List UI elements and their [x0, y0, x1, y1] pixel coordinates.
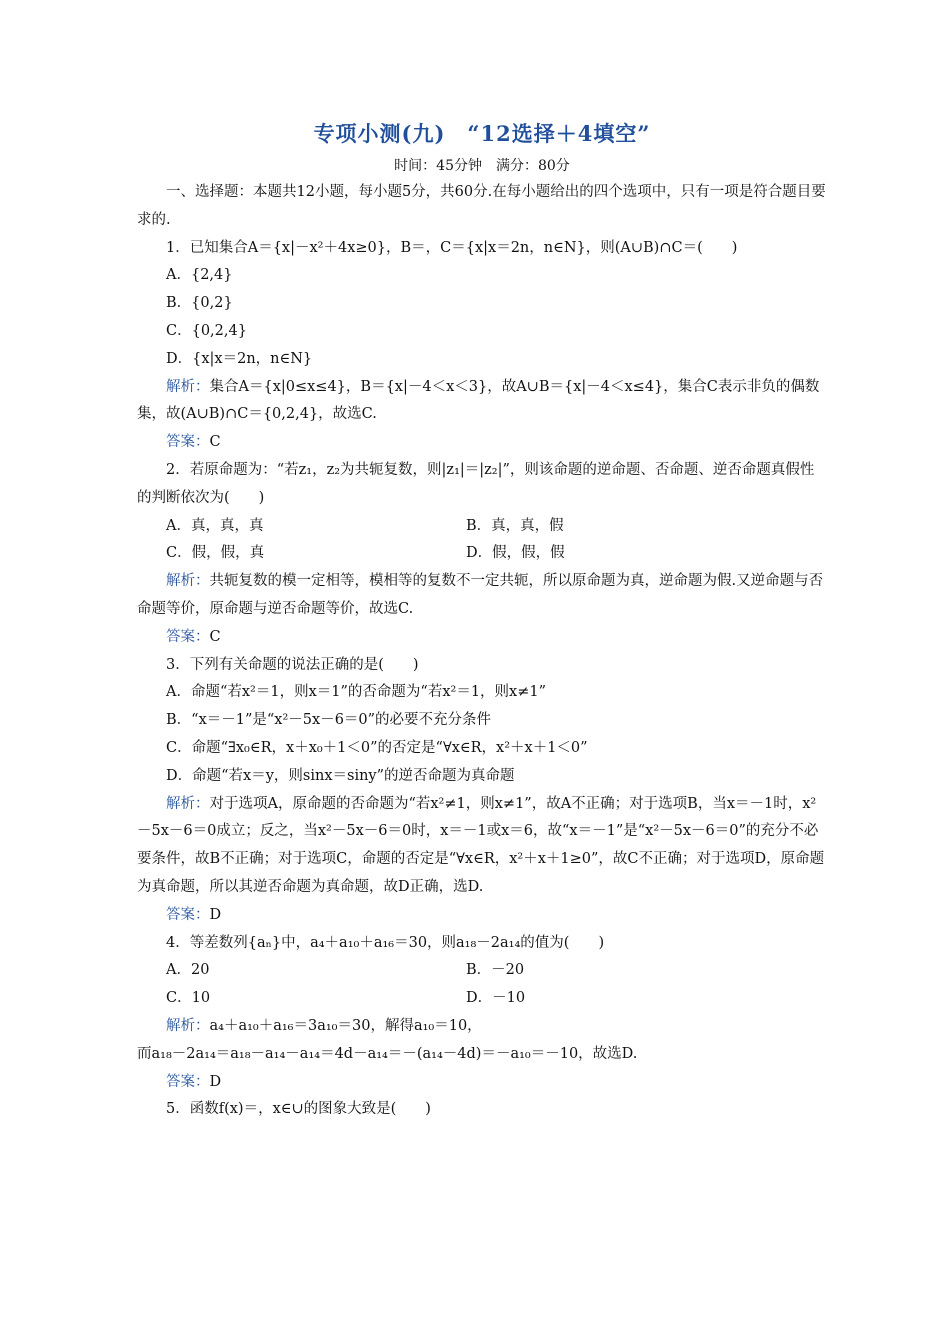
- question-2-stem: 2．若原命题为：“若z₁，z₂为共轭复数，则|z₁|＝|z₂|”，则该命题的逆命题、否命题、逆否命题真假性的判断依次为( ): [137, 461, 815, 506]
- question-1-option-c: C．{0,2,4}: [166, 322, 247, 339]
- question-5-stem: 5．函数f(x)＝，x∈∪的图象大致是( ): [166, 1101, 431, 1118]
- answer-label: 答案：: [166, 906, 210, 923]
- question-2-option-c: C．假，假，真: [166, 545, 265, 562]
- question-1-option-d: D．{x|x＝2n，n∈N}: [166, 350, 313, 367]
- question-2-options-row-1: [137, 513, 827, 541]
- question-1-option-a: A．{2,4}: [166, 267, 233, 284]
- question-1-answer: [137, 429, 827, 457]
- exam-info: 时间：45分钟 满分：80分: [394, 158, 570, 174]
- question-2-options-row-2: [137, 540, 827, 568]
- analysis-label: 解析：: [166, 795, 210, 812]
- question-4-answer: [137, 1069, 827, 1097]
- question-2-answer: [137, 624, 827, 652]
- question-2-analysis: [137, 568, 827, 624]
- question-1-analysis: [137, 374, 827, 430]
- question-3-option-c: C．命题“∃x₀∈R，x＋x₀＋1＜0”的否定是“∀x∈R，x²＋x＋1＜0”: [166, 739, 588, 756]
- page-title: 专项小测(九) “12选择＋4填空”: [313, 121, 651, 146]
- question-4-options-row-2: [137, 985, 827, 1013]
- question-3-option-a: A．命题“若x²＝1，则x＝1”的否命题为“若x²＝1，则x≠1”: [166, 684, 547, 701]
- answer-label: 答案：: [166, 628, 210, 645]
- analysis-label: 解析：: [166, 378, 210, 395]
- question-3-stem: 3．下列有关命题的说法正确的是( ): [166, 656, 419, 673]
- question-4-options-row-1: [137, 957, 827, 985]
- section-intro: 一、选择题：本题共12小题，每小题5分，共60分.在每小题给出的四个选项中，只有一项是符合题目要求的.: [137, 184, 826, 228]
- question-3-option-b: B．“x＝－1”是“x²－5x－6＝0”的必要不充分条件: [166, 712, 492, 729]
- question-2-option-d: D．假，假，假: [466, 545, 565, 562]
- question-1-answer-value: C: [209, 434, 221, 451]
- question-1-stem: 1．已知集合A＝{x|－x²＋4x≥0}，B＝，C＝{x|x＝2n，n∈N}，则(A∪B)∩C＝( ): [166, 239, 738, 256]
- question-4-option-d: D．－10: [466, 990, 526, 1007]
- question-2-option-b: B．真，真，假: [466, 517, 564, 534]
- question-3-answer-value: D: [209, 906, 222, 923]
- question-3-answer: [137, 902, 827, 930]
- question-4-analysis-text-1: a₄＋a₁₀＋a₁₆＝3a₁₀＝30，解得a₁₀＝10，: [209, 1017, 482, 1034]
- question-3-option-d: D．命题“若x＝y，则sinx＝siny”的逆否命题为真命题: [166, 767, 515, 784]
- analysis-label: 解析：: [166, 1017, 210, 1034]
- question-4-option-c: C．10: [166, 990, 211, 1007]
- question-3-analysis-text: 对于选项A，原命题的否命题为“若x²≠1，则x≠1”，故A不正确；对于选项B，当x＝－1时，x²－5x－6＝0成立；反之，当x²－5x－6＝0时，x＝－1或x＝6，故“x＝－1”是“x²－5x－6＝0”的充分不必要条件，故B不正确；对于选项C，命题的否定是“∀x∈R，x²＋x＋1≥0”，故C不正确；对于选项D，原命题为真命题，所以其逆否命题为真命题，故D正确，选D.: [137, 795, 825, 895]
- document-page: [137, 118, 827, 1124]
- question-1-option-b: B．{0,2}: [166, 295, 233, 312]
- question-1-analysis-text: 集合A＝{x|0≤x≤4}，B＝{x|－4＜x＜3}，故A∪B＝{x|－4＜x≤4}，集合C表示非负的偶数集，故(A∪B)∩C＝{0,2,4}，故选C.: [137, 378, 820, 423]
- question-2-answer-value: C: [209, 628, 221, 645]
- question-4-answer-value: D: [209, 1073, 222, 1090]
- question-3-analysis: [137, 791, 827, 902]
- question-4-option-a: A．20: [166, 962, 210, 979]
- question-4-stem: 4．等差数列{aₙ}中，a₄＋a₁₀＋a₁₆＝30，则a₁₈－2a₁₄的值为( ): [166, 934, 605, 951]
- question-2-option-a: A．真，真，真: [166, 517, 264, 534]
- analysis-label: 解析：: [166, 573, 210, 590]
- question-4-analysis: [137, 1013, 827, 1041]
- question-2-analysis-text: 共轭复数的模一定相等，模相等的复数不一定共轭，所以原命题为真，逆命题为假.又逆命题与否命题等价，原命题与逆否命题等价，故选C.: [137, 573, 824, 617]
- answer-label: 答案：: [166, 1073, 210, 1090]
- answer-label: 答案：: [166, 434, 210, 451]
- question-4-analysis-line-2: 而a₁₈－2a₁₄＝a₁₈－a₁₄－a₁₄＝4d－a₁₄＝－(a₁₄－4d)＝－a₁₀＝－10，故选D.: [137, 1045, 638, 1062]
- question-4-option-b: B．－20: [466, 962, 525, 979]
